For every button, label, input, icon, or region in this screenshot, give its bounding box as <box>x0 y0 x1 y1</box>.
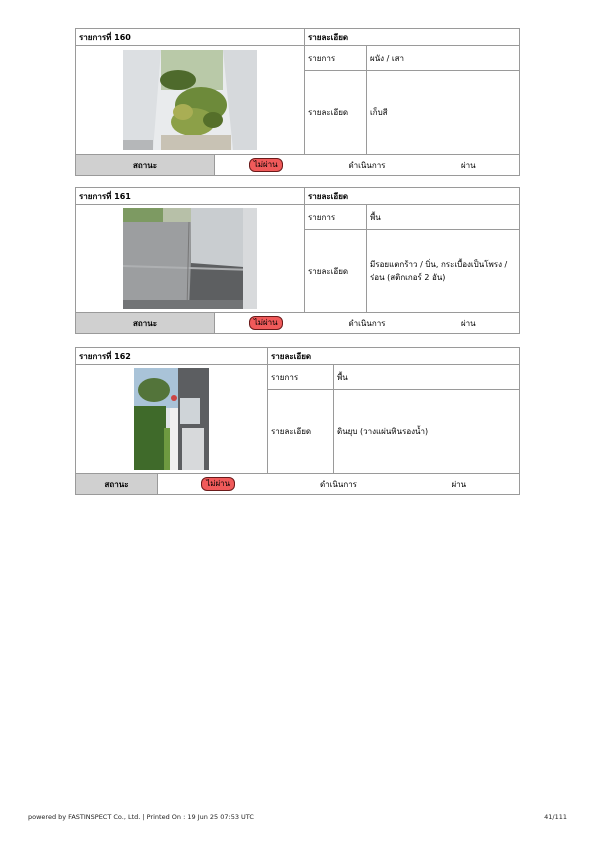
item-photo[interactable] <box>123 50 257 150</box>
photo-cell <box>76 205 305 313</box>
item-photo[interactable] <box>123 208 257 309</box>
status-row <box>75 155 520 176</box>
status-row <box>75 474 520 495</box>
status-fail-option[interactable]: ไม่ผ่าน <box>201 477 235 491</box>
item-row-label: รายการ <box>268 365 334 390</box>
detail-header: รายละเอียด <box>268 348 520 365</box>
status-pass-option[interactable]: ผ่าน <box>460 160 476 170</box>
status-in-progress-option[interactable]: ดำเนินการ <box>319 479 357 489</box>
status-label: สถานะ <box>76 155 215 175</box>
footer-page-number: 41/111 <box>544 813 567 821</box>
status-label: สถานะ <box>76 474 158 494</box>
detail-value: เก็บสี <box>367 71 520 155</box>
detail-header: รายละเอียด <box>305 188 520 205</box>
item-row-label: รายการ <box>305 205 367 230</box>
detail-row-label: รายละเอียด <box>305 71 367 155</box>
status-pass-option[interactable]: ผ่าน <box>460 318 476 328</box>
status-label: สถานะ <box>76 313 215 333</box>
detail-value: ดินยุบ (วางแผ่นหินรองน้ำ) <box>334 390 520 474</box>
status-pass-option[interactable]: ผ่าน <box>451 479 467 489</box>
item-photo[interactable] <box>134 368 209 470</box>
photo-cell <box>76 365 268 474</box>
detail-header: รายละเอียด <box>305 29 520 46</box>
item-value: ผนัง / เสา <box>367 46 520 71</box>
status-row <box>75 313 520 334</box>
item-title: รายการที่ 162 <box>76 348 268 365</box>
item-row-label: รายการ <box>305 46 367 71</box>
item-title: รายการที่ 160 <box>76 29 305 46</box>
status-fail-option[interactable]: ไม่ผ่าน <box>249 316 283 330</box>
item-value: พื้น <box>334 365 520 390</box>
inspection-item-161 <box>75 187 520 334</box>
status-fail-option[interactable]: ไม่ผ่าน <box>249 158 283 172</box>
detail-row-label: รายละเอียด <box>305 230 367 313</box>
detail-row-label: รายละเอียด <box>268 390 334 474</box>
status-in-progress-option[interactable]: ดำเนินการ <box>348 318 386 328</box>
status-in-progress-option[interactable]: ดำเนินการ <box>348 160 386 170</box>
inspection-item-162 <box>75 347 520 495</box>
inspection-item-160 <box>75 28 520 176</box>
footer-printed-info: powered by FASTINSPECT Co., Ltd. | Printed On : 19 Jun 25 07:53 UTC <box>28 813 254 821</box>
item-value: พื้น <box>367 205 520 230</box>
item-title: รายการที่ 161 <box>76 188 305 205</box>
photo-cell <box>76 46 305 155</box>
detail-value: มีรอยแตกร้าว / บิ่น, กระเบื้องเป็นโพรง / ร่อน (สติกเกอร์ 2 อัน) <box>367 230 520 313</box>
